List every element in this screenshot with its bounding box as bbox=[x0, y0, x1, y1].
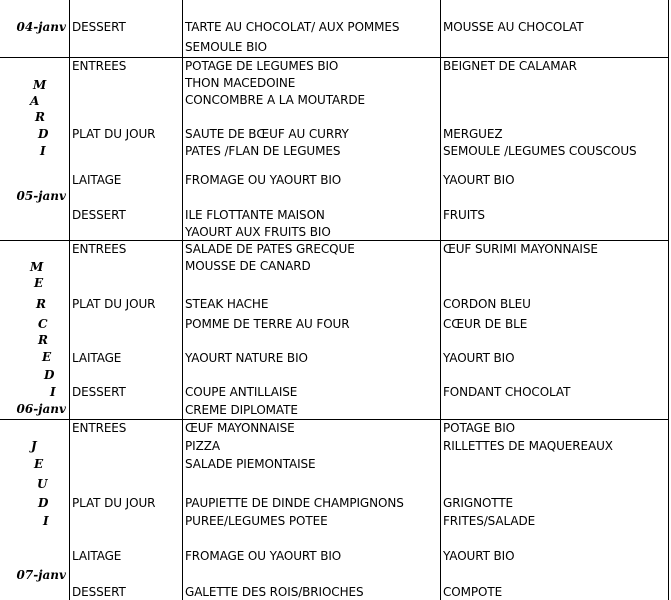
dish-option-b: POTAGE BIO bbox=[443, 421, 515, 435]
course-category: LAITAGE bbox=[72, 351, 122, 365]
course-category: LAITAGE bbox=[72, 173, 122, 187]
column-divider bbox=[668, 0, 669, 600]
course-category: PLAT DU JOUR bbox=[72, 127, 156, 141]
dish-option-b: ŒUF SURIMI MAYONNAISE bbox=[443, 242, 598, 256]
dish-option-a: POTAGE DE LEGUMES BIO bbox=[185, 59, 339, 73]
course-category: DESSERT bbox=[72, 20, 126, 34]
day-date: 04-janv bbox=[16, 20, 66, 34]
course-category: ENTREES bbox=[72, 421, 127, 435]
day-name-letter: U bbox=[37, 477, 48, 491]
dish-option-b: BEIGNET DE CALAMAR bbox=[443, 59, 577, 73]
dish-option-b: YAOURT BIO bbox=[443, 351, 515, 365]
dish-option-a: CONCOMBRE A LA MOUTARDE bbox=[185, 93, 366, 107]
dish-option-b: RILLETTES DE MAQUEREAUX bbox=[443, 439, 613, 453]
day-name-letter: C bbox=[38, 317, 48, 331]
day-name-letter: R bbox=[38, 333, 48, 347]
column-divider bbox=[69, 0, 70, 600]
dish-option-b: CORDON BLEU bbox=[443, 297, 531, 311]
dish-option-a: SALADE DE PATES GRECQUE bbox=[185, 242, 355, 256]
day-date: 06-janv bbox=[16, 402, 66, 416]
dish-option-a: COUPE ANTILLAISE bbox=[185, 385, 298, 399]
dish-option-a: ŒUF MAYONNAISE bbox=[185, 421, 295, 435]
day-name-letter: E bbox=[34, 457, 44, 471]
dish-option-b: FRITES/SALADE bbox=[443, 514, 536, 528]
dish-option-a: YAOURT NATURE BIO bbox=[185, 351, 308, 365]
dish-option-b: MOUSSE AU CHOCOLAT bbox=[443, 20, 584, 34]
dish-option-a: TARTE AU CHOCOLAT/ AUX POMMES bbox=[185, 20, 400, 34]
row-divider bbox=[0, 57, 669, 58]
dish-option-b: SEMOULE /LEGUMES COUSCOUS bbox=[443, 144, 637, 158]
dish-option-a: YAOURT AUX FRUITS BIO bbox=[185, 225, 331, 239]
day-name-letter: D bbox=[44, 368, 55, 382]
course-category: DESSERT bbox=[72, 585, 126, 599]
row-divider bbox=[0, 240, 669, 241]
dish-option-a: CREME DIPLOMATE bbox=[185, 403, 298, 417]
day-name-letter: I bbox=[40, 144, 46, 158]
dish-option-a: FROMAGE OU YAOURT BIO bbox=[185, 549, 342, 563]
day-name-letter: M bbox=[33, 78, 47, 92]
dish-option-b: YAOURT BIO bbox=[443, 549, 515, 563]
dish-option-a: POMME DE TERRE AU FOUR bbox=[185, 317, 350, 331]
dish-option-a: THON MACEDOINE bbox=[185, 76, 296, 90]
day-name-letter: I bbox=[50, 385, 56, 399]
day-name-letter: D bbox=[38, 496, 49, 510]
day-name-letter: I bbox=[43, 514, 49, 528]
course-category: PLAT DU JOUR bbox=[72, 496, 156, 510]
dish-option-a: PIZZA bbox=[185, 439, 220, 453]
course-category: ENTREES bbox=[72, 59, 127, 73]
day-name-letter: E bbox=[34, 276, 44, 290]
day-name-letter: M bbox=[30, 260, 44, 274]
dish-option-b: GRIGNOTTE bbox=[443, 496, 514, 510]
dish-option-b: MERGUEZ bbox=[443, 127, 503, 141]
day-date: 05-janv bbox=[16, 189, 66, 203]
dish-option-b: FONDANT CHOCOLAT bbox=[443, 385, 571, 399]
dish-option-a: MOUSSE DE CANARD bbox=[185, 259, 311, 273]
day-name-letter: J bbox=[31, 439, 37, 453]
dish-option-a: PATES /FLAN DE LEGUMES bbox=[185, 144, 341, 158]
dish-option-a: SEMOULE BIO bbox=[185, 40, 267, 54]
dish-option-a: SALADE PIEMONTAISE bbox=[185, 457, 316, 471]
dish-option-a: GALETTE DES ROIS/BRIOCHES bbox=[185, 585, 364, 599]
day-name-letter: E bbox=[42, 350, 52, 364]
course-category: DESSERT bbox=[72, 385, 126, 399]
course-category: LAITAGE bbox=[72, 549, 122, 563]
row-divider bbox=[0, 419, 669, 420]
dish-option-b: COMPOTE bbox=[443, 585, 503, 599]
dish-option-a: FROMAGE OU YAOURT BIO bbox=[185, 173, 342, 187]
dish-option-a: PUREE/LEGUMES POTEE bbox=[185, 514, 328, 528]
day-name-letter: A bbox=[30, 94, 40, 108]
dish-option-a: PAUPIETTE DE DINDE CHAMPIGNONS bbox=[185, 496, 404, 510]
course-category: PLAT DU JOUR bbox=[72, 297, 156, 311]
day-name-letter: D bbox=[38, 127, 49, 141]
dish-option-a: SAUTE DE BŒUF AU CURRY bbox=[185, 127, 349, 141]
day-name-letter: R bbox=[36, 297, 46, 311]
dish-option-b: CŒUR DE BLE bbox=[443, 317, 528, 331]
day-date: 07-janv bbox=[16, 568, 66, 582]
day-name-letter: R bbox=[35, 110, 45, 124]
dish-option-b: FRUITS bbox=[443, 208, 485, 222]
dish-option-a: ILE FLOTTANTE MAISON bbox=[185, 208, 325, 222]
dish-option-a: STEAK HACHE bbox=[185, 297, 269, 311]
column-divider bbox=[440, 0, 441, 600]
course-category: DESSERT bbox=[72, 208, 126, 222]
course-category: ENTREES bbox=[72, 242, 127, 256]
dish-option-b: YAOURT BIO bbox=[443, 173, 515, 187]
column-divider bbox=[182, 0, 183, 600]
